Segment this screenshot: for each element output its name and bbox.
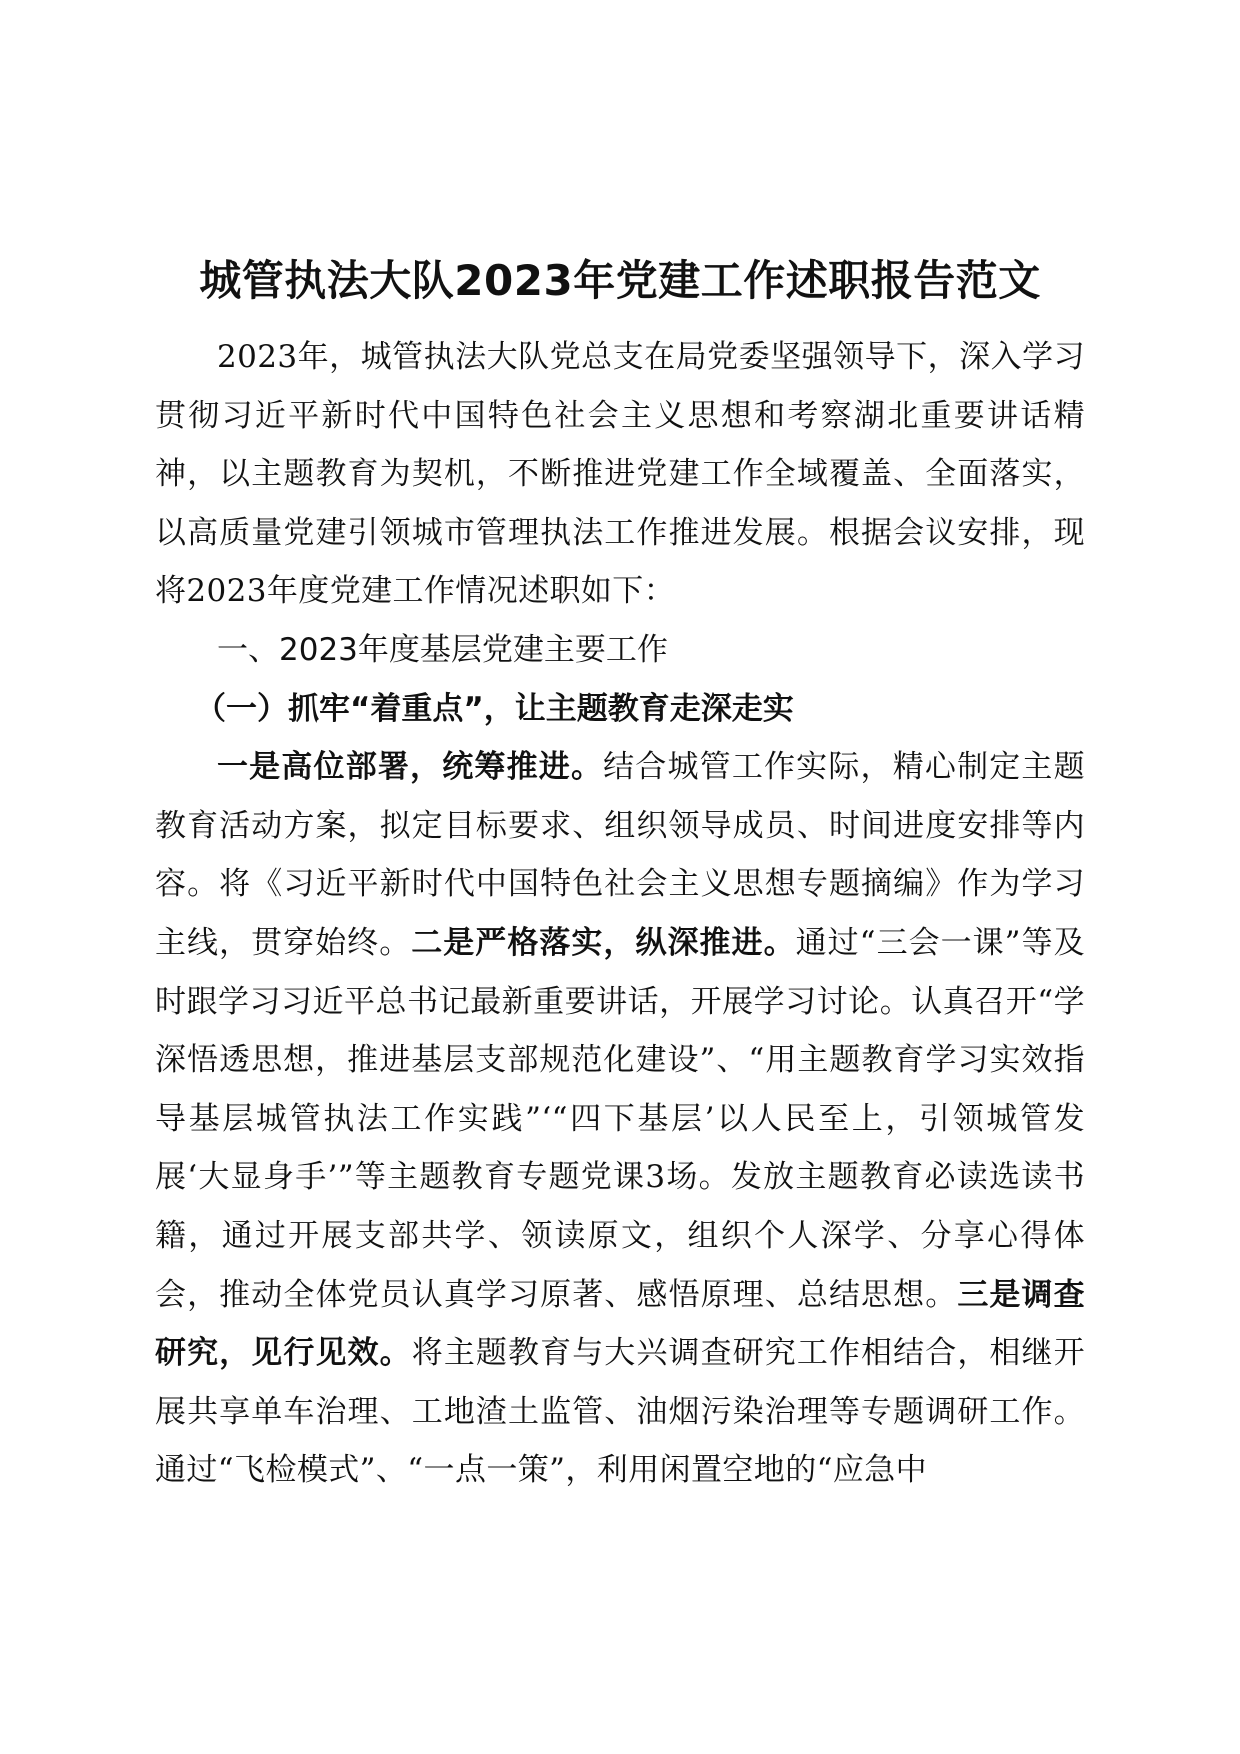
body-text-3: 将主题教育与大兴调查研究工作相结合，相继开展共享单车治理、工地渣土监管、油烟污染治理等专题调研工作。通过“飞检模式”、“一点一策”，利用闲置空地的“应急中 (155, 1335, 1085, 1489)
lead-phrase-2: 二是严格落实，纵深推进。 (411, 924, 796, 961)
section-heading: 一、2023年度基层党建主要工作 (217, 631, 668, 668)
body-text-1: 结合城管工作实际，精心制定主题教育活动方案，拟定目标要求、组织领导成员、时间进度安排等内容。将《习近平新时代中国特色社会主义思想专题摘编》作为学习主线，贯穿始终。 (155, 749, 1085, 961)
document-page (155, 250, 1085, 1500)
intro-paragraph: 2023年，城管执法大队党总支在局党委坚强领导下，深入学习贯彻习近平新时代中国特色社会主义思想和考察湖北重要讲话精神，以主题教育为契机，不断推进党建工作全域覆盖、全面落实，以高质量党建引领城市管理执法工作推进发展。根据会议安排，现将2023年度党建工作情况述职如下： (155, 339, 1085, 610)
body-paragraph (155, 738, 1085, 1500)
lead-phrase-3: 三是调查研究，见行见效。 (155, 1276, 1085, 1372)
lead-phrase-1: 一是高位部署，统筹推进。 (217, 749, 604, 786)
body-text-2: 通过“三会一课”等及时跟学习习近平总书记最新重要讲话，开展学习讨论。认真召开“学深悟透思想，推进基层支部规范化建设”、“用主题教育学习实效指导基层城管执法工作实践”‘“四下基层’以人民至上，引领城管发展‘大显身手’”等主题教育专题党课3场。发放主题教育必读选读书籍，通过开展支部共学、领读原文，组织个人深学、分享心得体会，推动全体党员认真学习原著、感悟原理、总结思想。 (155, 924, 1085, 1313)
subsection-heading: （一）抓牢“着重点”，让主题教育走深走实 (195, 690, 794, 727)
document-title: 城管执法大队2023年党建工作述职报告范文 (199, 256, 1041, 305)
